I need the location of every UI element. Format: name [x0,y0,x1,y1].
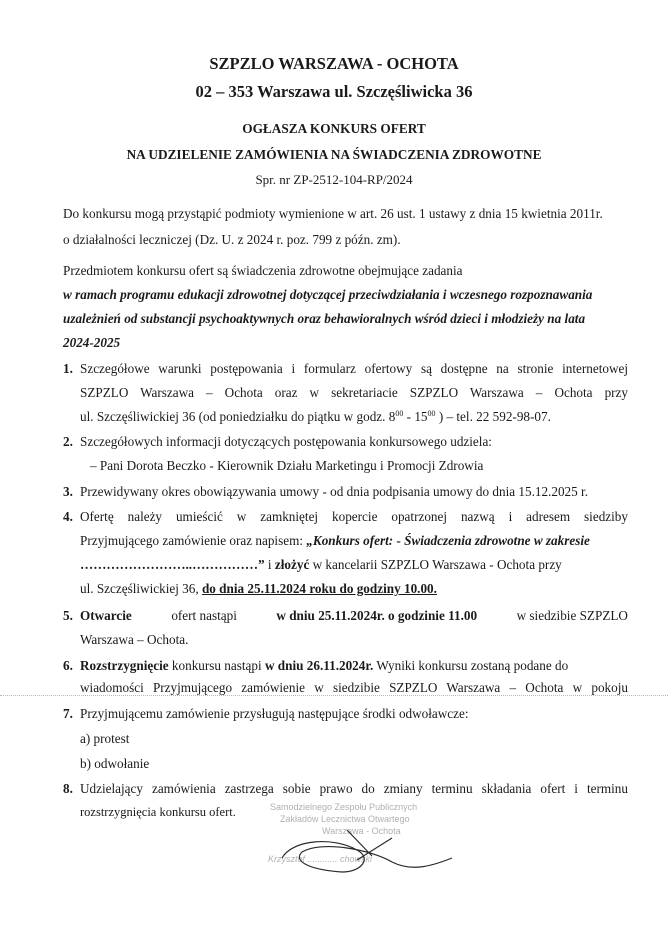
item-7-option-b: b) odwołanie [80,756,150,771]
official-stamp [262,800,502,880]
subject-program-line2: uzależnień od substancji psychoaktywnych oraz behawioralnych wśród dzieci i młodzieży na lata [63,311,586,326]
item-6-line2: wiadomości Przyjmującego zamówienie w siedzibie SZPZLO Warszawa – Ochota w pokoju [80,680,628,695]
item-1-line1: Szczegółowe warunki postępowania i formularz ofertowy są dostępne na stronie internetowej [80,361,628,376]
stamp-line2: Zakładów Lecznictwa Otwartego [280,814,410,824]
announcement-title-line2: NA UDZIELENIE ZAMÓWIENIA NA ŚWIADCZENIA ZDROWOTNE [126,147,542,162]
announcement-title-line1: OGŁASZA KONKURS OFERT [242,121,426,136]
item-8-line1: Udzielający zamówienia zastrzega sobie prawo do zmiany terminu składania ofert i terminu [80,781,628,796]
item-4-line2: Przyjmującego zamówienie oraz napisem: „Konkurs ofert: - Świadczenia zdrowotne w zakresie [80,533,590,548]
item-3-line1: Przewidywany okres obowiązywania umowy - od dnia podpisania umowy do dnia 15.12.2025 r. [80,484,588,499]
item-1-line3: ul. Szczęśliwickiej 36 (od poniedziałku do piątku w godz. $8^{00} - 15^{00}$ ) – tel. 22 592-98-07. [80,409,551,424]
stamp-line4: Krzysztof ............ chowski [268,854,373,864]
item-7-line1: Przyjmującemu zamówienie przysługują następujące środki odwoławcze: [80,706,469,721]
item-8-line2: rozstrzygnięcia konkursu ofert. [80,805,236,819]
case-number: Spr. nr ZP-2512-104-RP/2024 [255,172,413,187]
item-1-line2: SZPZLO Warszawa – Ochota oraz w sekretariacie SZPZLO Warszawa – Ochota przy [80,385,628,400]
item-7-option-a: a) protest [80,731,130,746]
item-4-line1: Ofertę należy umieścić w zamkniętej kopercie opatrzonej nazwą i adresem siedziby [80,509,628,524]
stamp-line1: Samodzielnego Zespołu Publicznych [270,802,418,812]
intro-line2: o działalności leczniczej (Dz. U. z 2024 r. poz. 799 z późn. zm). [63,232,401,247]
stamp-line3: Warszawa - Ochota [322,826,401,836]
page-divider [0,695,668,696]
subject-line1: Przedmiotem konkursu ofert są świadczenia zdrowotne obejmujące zadania [63,263,463,278]
subject-program-line1: w ramach programu edukacji zdrowotnej dotyczącej przeciwdziałania i wczesnego rozpoznawania [63,287,593,302]
item-2-number: 2. [63,434,73,449]
intro-line1: Do konkursu mogą przystąpić podmioty wymienione w art. 26 ust. 1 ustawy z dnia 15 kwietnia 2011r. [63,206,603,221]
item-2-line1: Szczegółowych informacji dotyczących postępowania konkursowego udziela: [80,434,492,449]
item-1-number: 1. [63,361,73,376]
organization-name: SZPZLO WARSZAWA - OCHOTA [209,54,459,73]
item-6-line1: Rozstrzygnięcie konkursu nastąpi w dniu 26.11.2024r. Wyniki konkursu zostaną podane do [80,658,569,673]
item-2-contact-person: – Pani Dorota Beczko - Kierownik Działu Marketingu i Promocji Zdrowia [90,458,484,473]
item-5-line2: Warszawa – Ochota. [80,632,189,647]
item-5-number: 5. [63,608,73,623]
resolution-date: w dniu 26.11.2024r. [264,658,374,673]
item-4-line4: ul. Szczęśliwickiej 36, do dnia 25.11.2024 roku do godziny 10.00. [80,581,437,596]
item-8-number: 8. [63,781,73,796]
item-4-line3: ……………………..……………” i złożyć w kancelarii SZPZLO Warszawa - Ochota przy [80,557,562,572]
organization-address: 02 – 353 Warszawa ul. Szczęśliwicka 36 [195,82,473,101]
item-4-number: 4. [63,509,73,524]
submission-deadline: do dnia 25.11.2024 roku do godziny 10.00. [201,581,437,596]
subject-program-years: 2024-2025 [63,335,121,350]
item-3-number: 3. [63,484,73,499]
signature-icon [262,800,502,880]
opening-date: w dniu 25.11.2024r. o godzinie 11.00 [276,608,478,623]
item-7-number: 7. [63,706,73,721]
item-5-line1: Otwarcie ofert nastąpi w dniu 25.11.2024r. o godzinie 11.00 w siedzibie SZPZLO [80,608,628,623]
item-6-number: 6. [63,658,73,673]
